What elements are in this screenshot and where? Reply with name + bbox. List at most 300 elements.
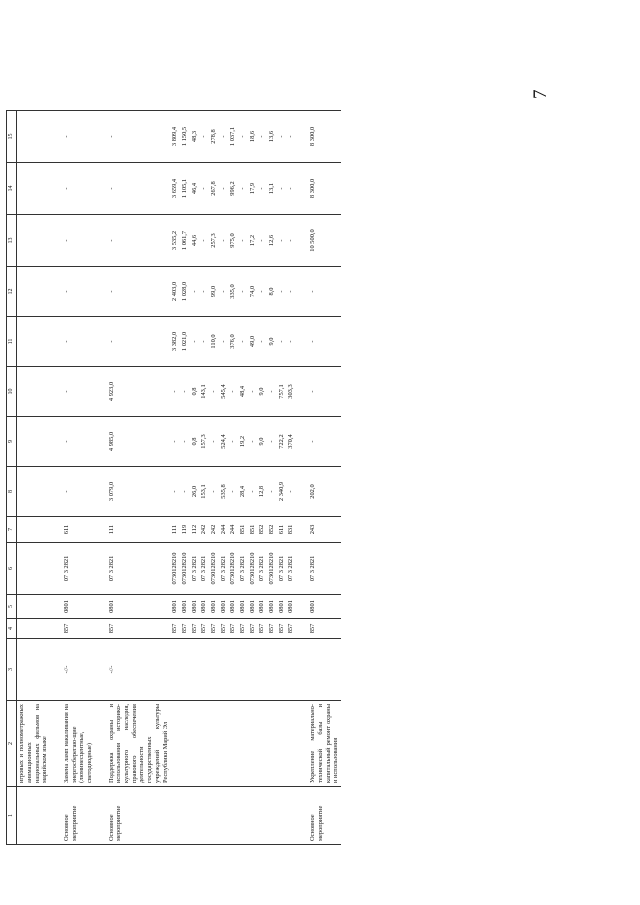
table-cell-col-4: 857 [219,619,229,639]
table-cell-col-2 [267,701,277,787]
table-cell-col-15: - [257,111,267,163]
spacer-cell [296,215,308,267]
table-cell-col-13: - [238,215,248,267]
table-cell-col-14: - [219,163,229,215]
table-cell-col-5: 0801 [107,595,171,619]
table-cell-col-13: - [107,215,171,267]
table-cell-col-6: 07 3 2821 [308,543,341,595]
table-cell-col-3 [277,639,287,701]
table-cell-col-9: 19,2 [238,417,248,467]
table-cell-col-4: 857 [308,619,341,639]
table-cell-col-4 [17,619,50,639]
column-number-row [7,111,17,845]
table-cell-col-12: 74,0 [248,267,258,317]
table-row [170,111,180,845]
table-cell-col-6: 07 3 2821 [238,543,248,595]
table-cell-col-8: - [180,467,190,517]
table-cell-col-9: - [308,417,341,467]
table-cell-col-4: 857 [257,619,267,639]
table-row [17,111,50,845]
table-cell-col-12: 1 028,0 [180,267,190,317]
table-cell-col-10: - [180,367,190,417]
table-cell-col-8: 28,4 [238,467,248,517]
table-cell-col-11: 110,0 [209,317,219,367]
table-cell-col-1 [180,787,190,845]
table-cell-col-11: 49,0 [248,317,258,367]
table-cell-col-9: 157,3 [199,417,209,467]
table-cell-col-13: 44,6 [190,215,200,267]
table-cell-col-11: - [107,317,171,367]
spacer-cell [296,317,308,367]
table-cell-col-2: Замена ламп накаливания на энергосберегаю-щие (люминесцентные, светодиодные) [62,701,95,787]
table-cell-col-4: 857 [267,619,277,639]
table-cell-col-15: 1 150,5 [180,111,190,163]
table-cell-col-11: 376,0 [228,317,238,367]
table-cell-col-7: 112 [190,517,200,543]
table-cell-col-11: - [190,317,200,367]
row-spacer [50,111,62,845]
table-cell-col-9: 524,4 [219,417,229,467]
table-cell-col-15: - [238,111,248,163]
table-cell-col-3 [286,639,296,701]
table-cell-col-2 [180,701,190,787]
spacer-cell [50,543,62,595]
table-cell-col-13: 10 500,0 [308,215,341,267]
table-cell-col-3 [228,639,238,701]
table-cell-col-10: 0,8 [190,367,200,417]
table-row [248,111,258,845]
table-cell-col-8: - [62,467,95,517]
spacer-cell [95,701,107,787]
spacer-cell [296,111,308,163]
table-cell-col-7: 111 [107,517,171,543]
table-cell-col-15: - [62,111,95,163]
table-cell-col-12: - [199,267,209,317]
table-body [17,111,341,845]
table-cell-col-6 [17,543,50,595]
table-cell-col-8: 3 079,0 [107,467,171,517]
table-cell-col-8: 535,8 [219,467,229,517]
table-cell-col-4: 857 [286,619,296,639]
table-cell-col-3 [170,639,180,701]
table-cell-col-14 [17,163,50,215]
spacer-cell [95,619,107,639]
table-cell-col-9: 370,4 [286,417,296,467]
table-cell-col-4: 857 [209,619,219,639]
table-cell-col-1 [257,787,267,845]
table-cell-col-15: 1 037,1 [228,111,238,163]
table-cell-col-8: 12,8 [257,467,267,517]
table-cell-col-6: 0730128210 [209,543,219,595]
table-cell-col-15: 13,6 [267,111,277,163]
table-cell-col-3 [17,639,50,701]
table-cell-col-4: 857 [238,619,248,639]
table-cell-col-9 [17,417,50,467]
col-header-10: 10 [7,367,17,417]
table-cell-col-2: Поддержка охраны и использования историко-культурного наследия, правового обеспечения деятельности государственных учреждений культуры Республики Марий Эл [107,701,171,787]
table-cell-col-1 [17,787,50,845]
table-cell-col-14: - [62,163,95,215]
table-cell-col-15: 8 300,0 [308,111,341,163]
col-header-12: 12 [7,267,17,317]
table-cell-col-2 [170,701,180,787]
table-cell-col-11: - [62,317,95,367]
table-cell-col-2: Укрепление материально-технической базы и капитальный ремонт охраны и использования [308,701,341,787]
table-cell-col-11: - [199,317,209,367]
table-cell-col-11: 9,0 [267,317,277,367]
table-cell-col-9: - [180,417,190,467]
table-cell-col-2 [228,701,238,787]
table-cell-col-2 [257,701,267,787]
table-cell-col-12: - [238,267,248,317]
table-cell-col-9: 722,2 [277,417,287,467]
col-header-6: 6 [7,543,17,595]
table-cell-col-12: 8,0 [267,267,277,317]
table-row [257,111,267,845]
table-cell-col-12: - [308,267,341,317]
table-cell-col-3 [257,639,267,701]
table-cell-col-5: 0801 [267,595,277,619]
row-spacer [296,111,308,845]
table-cell-col-14: - [277,163,287,215]
table-cell-col-6: 07 3 2821 [277,543,287,595]
spacer-cell [50,111,62,163]
table-cell-col-15: 3 809,4 [170,111,180,163]
table-cell-col-11: - [277,317,287,367]
spacer-cell [50,367,62,417]
table-cell-col-10: 757,1 [277,367,287,417]
table-cell-col-5: 0801 [286,595,296,619]
table-cell-col-12: - [190,267,200,317]
col-header-1: 1 [7,787,17,845]
table-cell-col-3 [209,639,219,701]
col-header-8: 8 [7,467,17,517]
table-cell-col-2 [277,701,287,787]
table-cell-col-9: - [209,417,219,467]
spacer-cell [95,317,107,367]
table-cell-col-11: - [238,317,248,367]
table-row [277,111,287,845]
table-cell-col-14: - [286,163,296,215]
spacer-cell [296,267,308,317]
spacer-cell [95,517,107,543]
col-header-3: 3 [7,639,17,701]
col-header-5: 5 [7,595,17,619]
spacer-cell [296,163,308,215]
table-row [267,111,277,845]
table-cell-col-14: 3 659,4 [170,163,180,215]
spacer-cell [296,787,308,845]
table-cell-col-9: - [228,417,238,467]
spacer-cell [50,267,62,317]
table-cell-col-14: - [199,163,209,215]
table-cell-col-8: 153,1 [199,467,209,517]
table-cell-col-4: 857 [199,619,209,639]
table-cell-col-4: 857 [190,619,200,639]
table-cell-col-3 [238,639,248,701]
table-cell-col-2 [238,701,248,787]
table-cell-col-14: - [257,163,267,215]
table-cell-col-12: - [277,267,287,317]
table-row [228,111,238,845]
table-cell-col-10: - [209,367,219,417]
table-cell-col-1 [277,787,287,845]
table-cell-col-3 [267,639,277,701]
table-cell-col-7: 242 [199,517,209,543]
table-cell-col-3 [190,639,200,701]
spacer-cell [296,367,308,417]
table-row [286,111,296,845]
table-cell-col-4: 857 [62,619,95,639]
table-cell-col-14: 46,4 [190,163,200,215]
table-cell-col-10: 143,1 [199,367,209,417]
table-cell-col-13: - [219,215,229,267]
table-cell-col-13: 3 535,2 [170,215,180,267]
table-cell-col-7: 831 [286,517,296,543]
spacer-cell [50,467,62,517]
table-cell-col-7: 851 [238,517,248,543]
spacer-cell [50,595,62,619]
table-cell-col-5 [17,595,50,619]
table-cell-col-6: 07 3 2821 [199,543,209,595]
table-cell-col-15: 18,6 [248,111,258,163]
table-cell-col-2 [199,701,209,787]
table-cell-col-10: - [170,367,180,417]
spacer-cell [95,111,107,163]
table-cell-col-10: 4 923,0 [107,367,171,417]
table-cell-col-4: 857 [107,619,171,639]
table-cell-col-7 [17,517,50,543]
table-row [190,111,200,845]
table-cell-col-13: - [257,215,267,267]
table-cell-col-3 [248,639,258,701]
table-cell-col-5: 0801 [228,595,238,619]
table-cell-col-15: - [219,111,229,163]
page-number: 7 [530,89,551,99]
table-cell-col-6: 07 3 2821 [257,543,267,595]
table-cell-col-2 [248,701,258,787]
table-cell-col-8: 2 340,9 [277,467,287,517]
table-cell-col-11: 1 021,0 [180,317,190,367]
col-header-4: 4 [7,619,17,639]
spacer-cell [50,517,62,543]
table-cell-col-13: 257,3 [209,215,219,267]
table-cell-col-7: 244 [228,517,238,543]
table-cell-col-9: 4 985,0 [107,417,171,467]
table-cell-col-10: - [228,367,238,417]
table-cell-col-8 [17,467,50,517]
table-cell-col-1 [170,787,180,845]
table-cell-col-2 [209,701,219,787]
table-cell-col-10 [17,367,50,417]
table-row [107,111,171,845]
spacer-cell [296,467,308,517]
spacer-cell [95,595,107,619]
table-cell-col-5: 0801 [190,595,200,619]
table-cell-col-7: 119 [180,517,190,543]
row-spacer [95,111,107,845]
table-cell-col-1 [267,787,277,845]
table-cell-col-15: - [277,111,287,163]
col-header-13: 13 [7,215,17,267]
spacer-cell [50,787,62,845]
table-cell-col-3 [199,639,209,701]
table-row [219,111,229,845]
spacer-cell [50,619,62,639]
table-cell-col-4: 857 [228,619,238,639]
table-cell-col-6: 0730128210 [267,543,277,595]
table-cell-col-1 [219,787,229,845]
spacer-cell [50,215,62,267]
table-cell-col-1 [248,787,258,845]
table-row [209,111,219,845]
table-cell-col-13: - [277,215,287,267]
table-cell-col-8: - [286,467,296,517]
table-cell-col-7: 111 [170,517,180,543]
spacer-cell [50,701,62,787]
table-cell-col-7: 243 [308,517,341,543]
table-cell-col-13: - [62,215,95,267]
table-cell-col-12: - [219,267,229,317]
table-cell-col-7: 851 [248,517,258,543]
table-cell-col-12 [17,267,50,317]
table-cell-col-11: - [257,317,267,367]
table-cell-col-15: - [107,111,171,163]
spacer-cell [95,215,107,267]
spacer-cell [296,619,308,639]
table-cell-col-7: 611 [277,517,287,543]
spacer-cell [95,787,107,845]
table-cell-col-7: 611 [62,517,95,543]
table-cell-col-2: игровых и полнометражных анимационных национальных фильмов на марийском языке [17,701,50,787]
table-cell-col-6: 0730128210 [170,543,180,595]
table-cell-col-1 [199,787,209,845]
table-cell-col-12: - [286,267,296,317]
table-cell-col-1: Основное мероприятие [62,787,95,845]
spacer-cell [95,367,107,417]
table-cell-col-13: - [286,215,296,267]
col-header-7: 7 [7,517,17,543]
table-cell-col-15: 278,8 [209,111,219,163]
table-row [308,111,341,845]
table-cell-col-13: 975,0 [228,215,238,267]
table-cell-col-3 [219,639,229,701]
col-header-14: 14 [7,163,17,215]
table-cell-col-14: 1 105,1 [180,163,190,215]
table-cell-col-8: 26,0 [190,467,200,517]
budget-table [6,110,341,845]
table-cell-col-13 [17,215,50,267]
table-cell-col-1 [238,787,248,845]
spacer-cell [95,543,107,595]
col-header-2: 2 [7,701,17,787]
spacer-cell [296,543,308,595]
table-cell-col-5: 0801 [209,595,219,619]
table-cell-col-5: 0801 [257,595,267,619]
table-cell-col-9: 9,0 [257,417,267,467]
table-cell-col-4: 857 [277,619,287,639]
table-cell-col-1: Основное мероприятие [308,787,341,845]
table-cell-col-4: 857 [170,619,180,639]
table-cell-col-1 [190,787,200,845]
table-cell-col-7: 852 [257,517,267,543]
table-cell-col-10: 9,0 [257,367,267,417]
col-header-9: 9 [7,417,17,467]
table-cell-col-11: - [219,317,229,367]
table-cell-col-3: -//- [107,639,171,701]
table-cell-col-12: 99,0 [209,267,219,317]
table-cell-col-8: - [228,467,238,517]
table-row [62,111,95,845]
table-cell-col-14: 17,9 [248,163,258,215]
table-cell-col-6: 0730128210 [180,543,190,595]
table-cell-col-12: - [257,267,267,317]
table-cell-col-6: 07 3 2821 [107,543,171,595]
table-row [199,111,209,845]
table-cell-col-5: 0801 [180,595,190,619]
table-cell-col-1 [228,787,238,845]
table-cell-col-7: 242 [209,517,219,543]
table-row [180,111,190,845]
spacer-cell [95,467,107,517]
table-cell-col-5: 0801 [277,595,287,619]
table-cell-col-10: 48,4 [238,367,248,417]
table-cell-col-14: - [238,163,248,215]
spacer-cell [95,163,107,215]
table-cell-col-8: - [209,467,219,517]
table-cell-col-9: - [267,417,277,467]
spacer-cell [296,517,308,543]
table-cell-col-11: 3 382,0 [170,317,180,367]
table-cell-col-5: 0801 [199,595,209,619]
spacer-cell [50,317,62,367]
table-cell-col-15 [17,111,50,163]
table-cell-col-8: - [267,467,277,517]
table-cell-col-11: - [286,317,296,367]
table-cell-col-13: 12,6 [267,215,277,267]
table-cell-col-6: 07 3 2821 [286,543,296,595]
table-cell-col-5: 0801 [219,595,229,619]
table-cell-col-6: 07 3 2821 [62,543,95,595]
spacer-cell [296,639,308,701]
table-cell-col-15: - [199,111,209,163]
table-cell-col-5: 0801 [308,595,341,619]
table-cell-col-5: 0801 [62,595,95,619]
table-cell-col-8: - [170,467,180,517]
spacer-cell [296,417,308,467]
table-cell-col-12: 335,0 [228,267,238,317]
table-cell-col-12: - [107,267,171,317]
table-cell-col-9: - [248,417,258,467]
spacer-cell [95,639,107,701]
spacer-cell [296,595,308,619]
table-cell-col-13: - [199,215,209,267]
table-row [238,111,248,845]
table-cell-col-10: - [248,367,258,417]
table-cell-col-10: 303,3 [286,367,296,417]
table-cell-col-6: 07 3 2821 [190,543,200,595]
table-cell-col-10: 545,4 [219,367,229,417]
table-cell-col-14: 267,8 [209,163,219,215]
table-cell-col-14: - [107,163,171,215]
table-cell-col-1 [286,787,296,845]
table-cell-col-2 [190,701,200,787]
table-cell-col-3 [308,639,341,701]
table-cell-col-1: Основное мероприятие [107,787,171,845]
table-cell-col-6: 07 3 2821 [219,543,229,595]
table-cell-col-3 [180,639,190,701]
table-cell-col-8: - [248,467,258,517]
